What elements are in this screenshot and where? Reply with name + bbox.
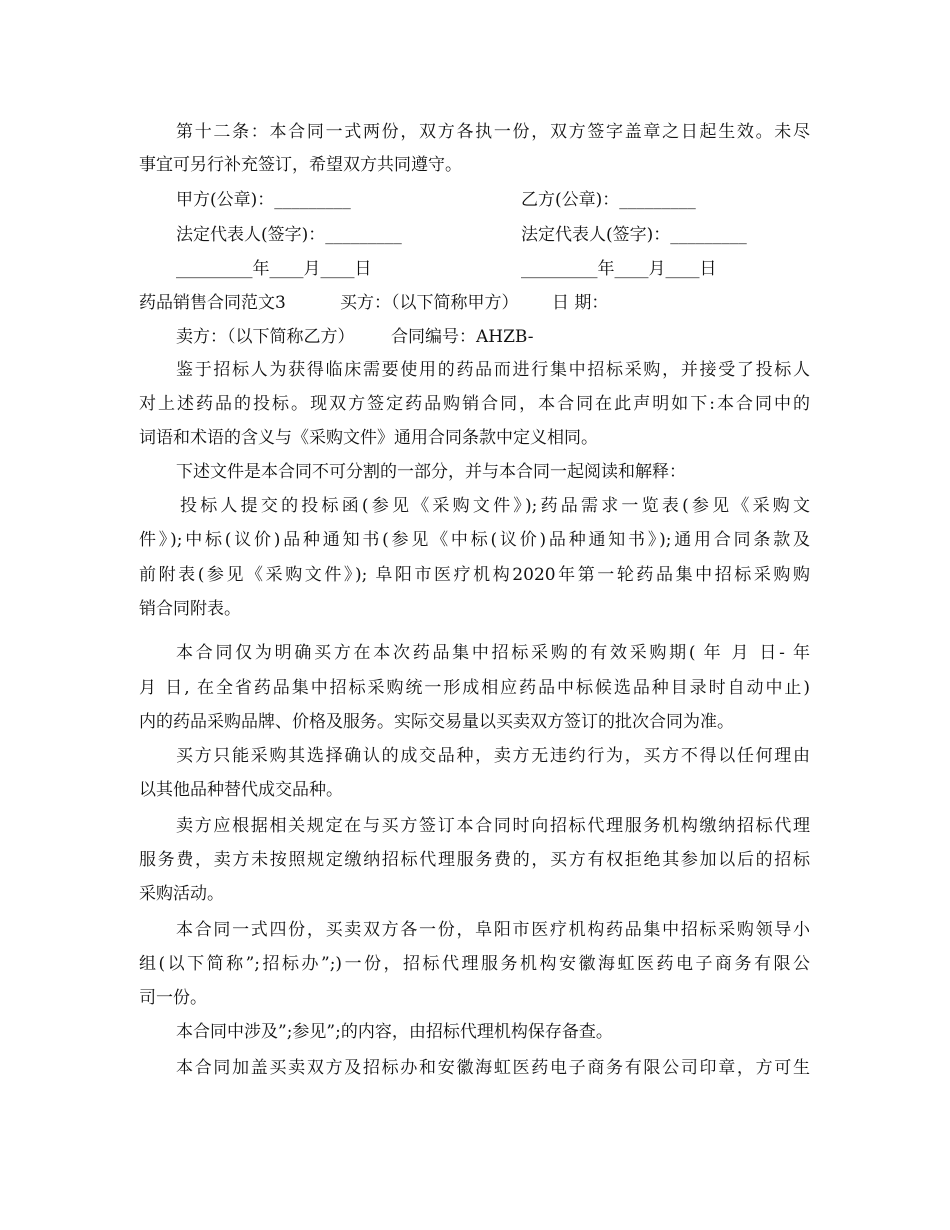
p2-l1: 下述文件是本合同不可分割的一部分，并与本合同一起阅读和解释： <box>176 462 686 482</box>
party-b-date: _________年____月____日 <box>521 259 717 279</box>
p1-l3: 词语和术语的含义与《采购文件》通用合同条款中定义相同。 <box>139 428 598 448</box>
p8-l1: 本合同中涉及”;参见”;的内容，由招标代理机构保存备查。 <box>176 1022 613 1042</box>
buyer-line: 买方：（以下简称甲方） <box>340 293 519 313</box>
clause-12-line-1: 第十二条：本合同一式两份，双方各执一份，双方签字盖章之日起生效。未尽 <box>176 122 810 142</box>
p1-l1: 鉴于招标人为获得临床需要使用的药品而进行集中招标采购，并接受了投标人 <box>176 360 810 380</box>
p3-l1: 投标人提交的投标函(参见《采购文件》);药品需求一览表(参见《采购文 <box>180 496 810 516</box>
p6-l3: 采购活动。 <box>139 884 224 904</box>
party-b-seal: 乙方(公章)：_________ <box>521 190 696 210</box>
p5-l1: 买方只能采购其选择确认的成交品种，卖方无违约行为，买方不得以任何理由 <box>176 746 810 766</box>
party-a-seal: 甲方(公章)：_________ <box>176 190 351 210</box>
p3-l3: 前附表(参见《采购文件》); 阜阳市医疗机构2020年第一轮药品集中招标采购购 <box>139 565 810 585</box>
p9-l1: 本合同加盖买卖双方及招标办和安徽海虹医药电子商务有限公司印章，方可生 <box>176 1058 810 1078</box>
p7-l3: 司一份。 <box>139 988 207 1008</box>
p4-l2: 月 日, 在全省药品集中招标采购统一形成相应药品中标候选品种目录时自动中止) <box>139 678 810 698</box>
seller-line: 卖方：（以下简称乙方） <box>176 327 355 347</box>
p3-l2: 件》);中标(议价)品种通知书(参见《中标(议价)品种通知书》);通用合同条款及 <box>139 530 810 550</box>
party-a-rep: 法定代表人(签字)：_________ <box>176 225 402 245</box>
party-b-rep: 法定代表人(签字)：_________ <box>521 225 747 245</box>
p1-l2: 对上述药品的投标。现双方签定药品购销合同，本合同在此声明如下:本合同中的 <box>139 394 810 414</box>
p4-l1: 本合同仅为明确买方在本次药品集中招标采购的有效采购期( 年 月 日- 年 <box>176 643 810 663</box>
contract-number: 合同编号：AHZB- <box>391 327 534 347</box>
p6-l1: 卖方应根据相关规定在与买方签订本合同时向招标代理服务机构缴纳招标代理 <box>176 816 810 836</box>
contract3-title: 药品销售合同范文3 <box>139 293 286 313</box>
clause-12-line-2: 事宜可另行补充签订，希望双方共同遵守。 <box>139 155 462 175</box>
p5-l2: 以其他品种替代成交品种。 <box>139 780 343 800</box>
p7-l1: 本合同一式四份，买卖双方各一份，阜阳市医疗机构药品集中招标采购领导小 <box>176 920 810 940</box>
date-label: 日 期： <box>552 293 609 313</box>
p7-l2: 组(以下简称”;招标办”;)一份，招标代理服务机构安徽海虹医药电子商务有限公 <box>139 954 810 974</box>
p6-l2: 服务费，卖方未按照规定缴纳招标代理服务费的，买方有权拒绝其参加以后的招标 <box>139 850 810 870</box>
p4-l3: 内的药品采购品牌、价格及服务。实际交易量以买卖双方签订的批次合同为准。 <box>139 712 734 732</box>
p3-l4: 销合同附表。 <box>139 599 241 619</box>
party-a-date: _________年____月____日 <box>176 259 372 279</box>
